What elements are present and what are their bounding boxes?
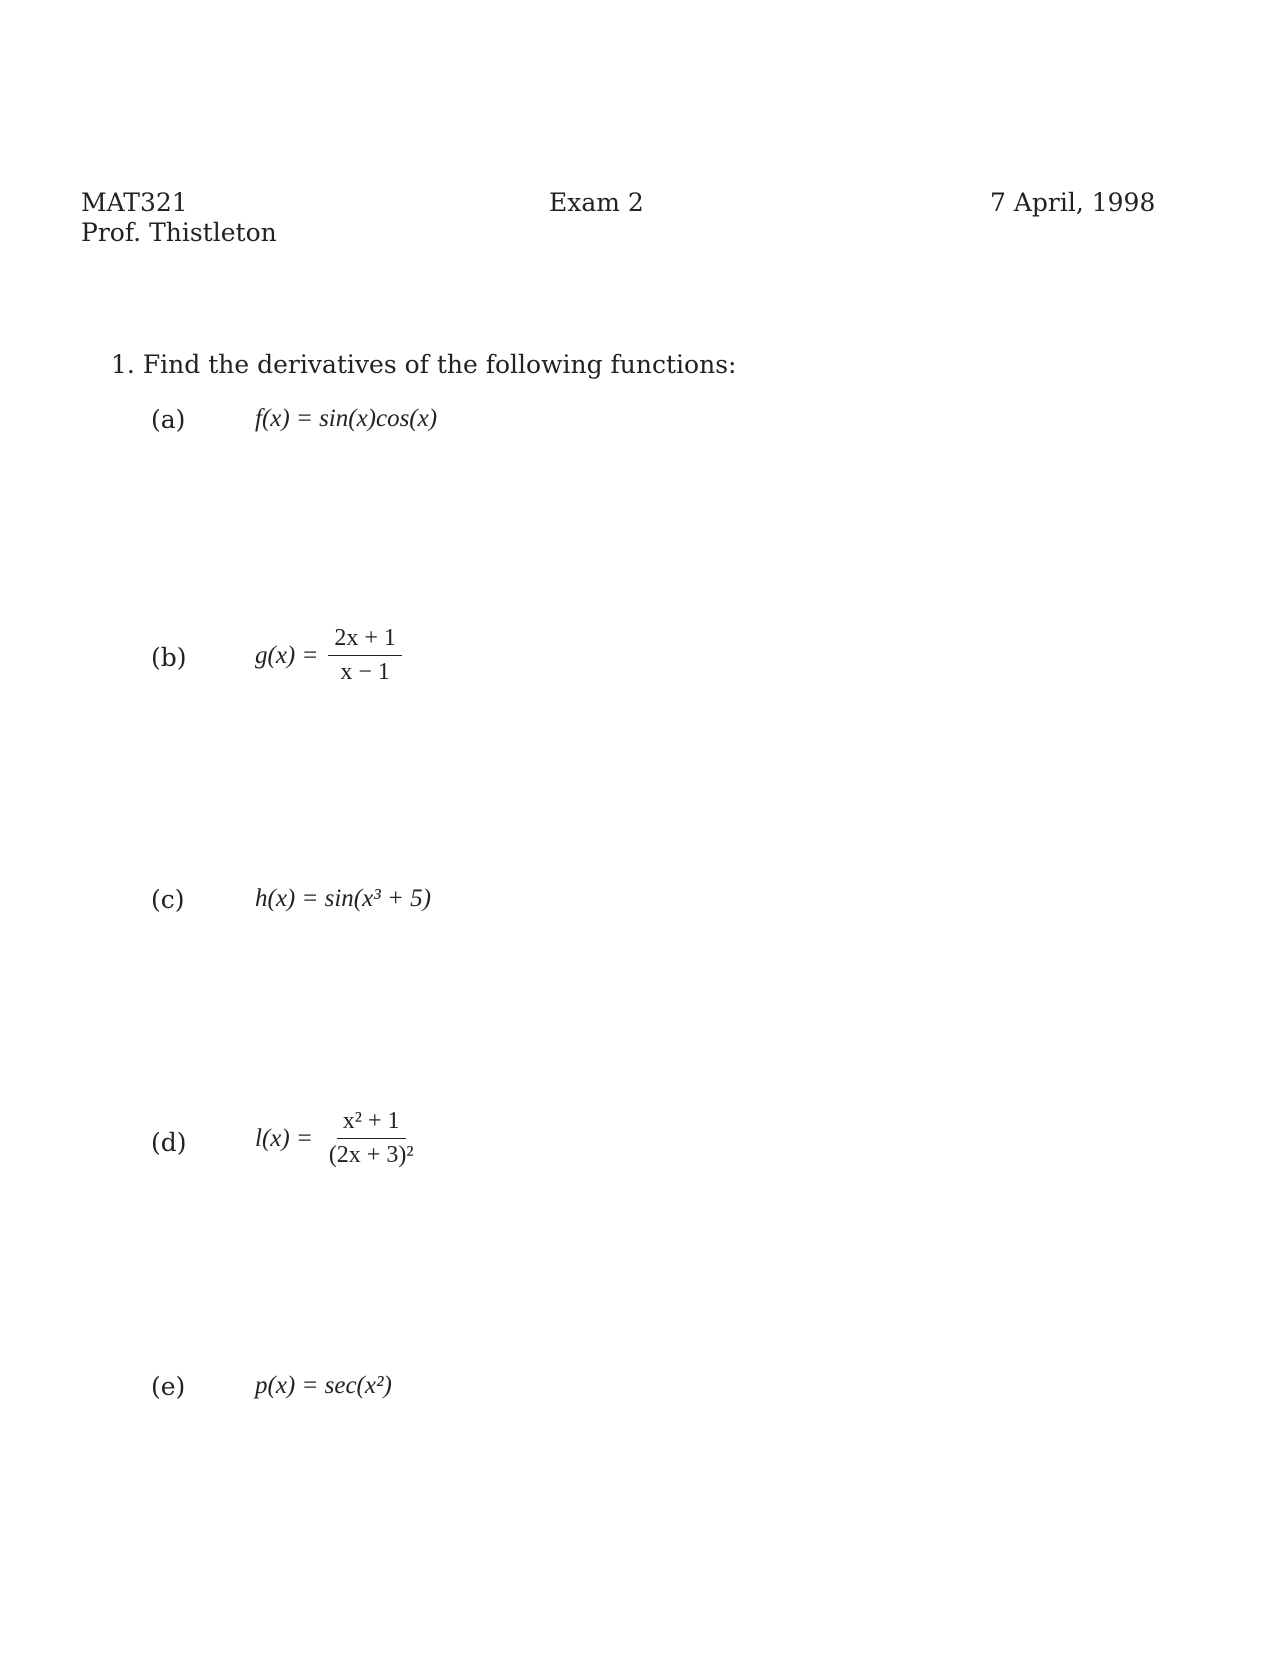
part-e-equation: [255, 1372, 392, 1400]
part-c-expression: h(x) = sin(x³ + 5): [255, 885, 431, 912]
question-number: 1.: [111, 350, 135, 379]
part-b-numerator: 2x + 1: [328, 625, 402, 656]
part-b-equation: [255, 625, 402, 686]
part-e-label: (e): [151, 1372, 186, 1401]
part-b-fraction: [328, 625, 402, 686]
professor-name: Prof. Thistleton: [81, 218, 277, 247]
exam-date: 7 April, 1998: [990, 188, 1156, 217]
part-d-numerator: x² + 1: [337, 1108, 406, 1139]
question-1: [111, 350, 736, 379]
part-a-expression-text: f(x) = sin(x)cos(x): [255, 405, 438, 432]
part-b-denominator: x − 1: [340, 659, 390, 685]
part-b-lhs: g(x) =: [255, 641, 319, 669]
course-code: MAT321: [81, 188, 188, 217]
part-b-label: (b): [151, 643, 187, 672]
part-a-expression: [255, 405, 437, 433]
question-prompt: Find the derivatives of the following functions:: [142, 350, 737, 379]
part-a-label: (a): [151, 405, 186, 434]
part-d-lhs: l(x) =: [255, 1124, 313, 1152]
part-a-equation: [255, 405, 437, 433]
part-c-equation: [255, 885, 431, 913]
part-d-label: (d): [151, 1128, 187, 1157]
exam-title: Exam 2: [549, 188, 644, 217]
part-d-denominator: (2x + 3)²: [328, 1142, 414, 1168]
part-d-fraction: [323, 1108, 420, 1169]
part-d-equation: [255, 1108, 420, 1169]
part-e-expression: p(x) = sec(x²): [255, 1372, 392, 1399]
part-c-label: (c): [151, 885, 185, 914]
